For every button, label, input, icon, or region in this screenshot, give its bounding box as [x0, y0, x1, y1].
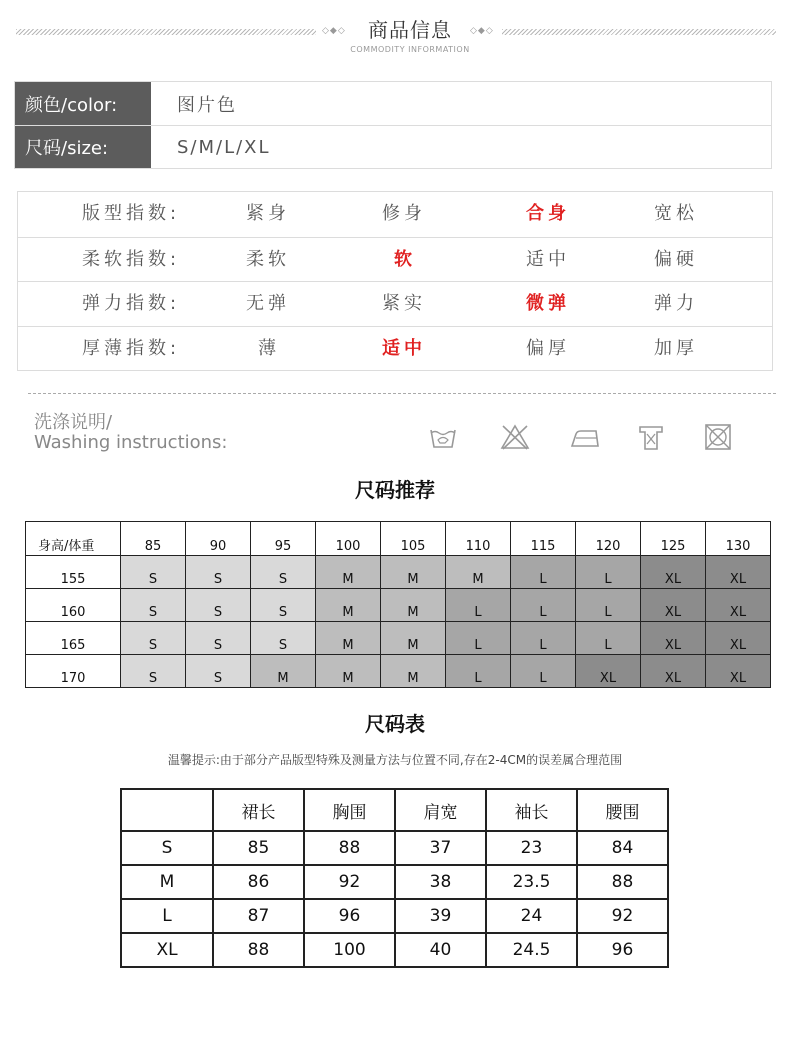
size-cell: S [186, 556, 251, 589]
attribute-label: 尺码/size: [15, 126, 151, 168]
attribute-table [14, 81, 772, 169]
size-cell: S [121, 556, 186, 589]
header-hatch-left [16, 29, 316, 35]
measurement-cell: 87 [213, 899, 304, 933]
size-label: XL [121, 933, 213, 967]
measurement-cell: 84 [577, 831, 668, 865]
size-cell: S [121, 655, 186, 688]
size-cell: S [121, 589, 186, 622]
index-label: 厚薄指数: [82, 337, 181, 359]
size-cell: L [576, 622, 641, 655]
index-option: 加厚 [654, 337, 698, 359]
size-cell: M [316, 589, 381, 622]
index-option: 适中 [526, 248, 570, 270]
table-row [26, 589, 771, 622]
index-option: 修身 [382, 203, 426, 224]
page-subtitle: COMMODITY INFORMATION [350, 45, 470, 54]
no-tumble-dry-icon [703, 422, 733, 452]
size-label: L [121, 899, 213, 933]
no-dry-clean-icon [636, 422, 666, 452]
weight-header: 130 [706, 522, 771, 556]
size-recommendation-table [25, 521, 771, 688]
size-chart-table [120, 788, 669, 968]
index-option: 宽松 [654, 203, 698, 224]
measurement-cell: 40 [395, 933, 486, 967]
size-cell: S [186, 622, 251, 655]
height-label: 170 [26, 655, 121, 688]
weight-header: 90 [186, 522, 251, 556]
size-cell: L [576, 589, 641, 622]
attribute-label: 颜色/color: [15, 82, 151, 125]
size-cell: M [316, 655, 381, 688]
measurement-cell: 88 [213, 933, 304, 967]
height-label: 160 [26, 589, 121, 622]
measurement-cell: 100 [304, 933, 395, 967]
height-label: 155 [26, 556, 121, 589]
no-bleach-icon [500, 422, 530, 452]
size-cell: M [316, 556, 381, 589]
size-cell: XL [641, 589, 706, 622]
index-option: 弹力 [654, 293, 698, 314]
measurement-cell: 92 [577, 899, 668, 933]
size-note: 温馨提示:由于部分产品版型特殊及测量方法与位置不同,存在2-4CM的误差属合理范围 [167, 753, 623, 767]
index-option: 薄 [258, 337, 280, 359]
size-cell: XL [706, 556, 771, 589]
header-hatch-right [502, 29, 776, 35]
size-cell: XL [641, 622, 706, 655]
size-cell: M [381, 655, 446, 688]
index-option: 紧身 [246, 203, 290, 224]
dashed-divider [28, 393, 776, 394]
measurement-cell: 88 [577, 865, 668, 899]
size-cell: S [251, 589, 316, 622]
weight-header: 85 [121, 522, 186, 556]
size-cell: M [381, 622, 446, 655]
index-label: 柔软指数: [82, 248, 181, 270]
index-row [18, 192, 772, 237]
weight-header: 105 [381, 522, 446, 556]
weight-header: 95 [251, 522, 316, 556]
measurement-cell: 23 [486, 831, 577, 865]
table-header-row [121, 789, 668, 831]
size-cell: XL [706, 655, 771, 688]
weight-header: 115 [511, 522, 576, 556]
index-option: 紧实 [382, 293, 426, 314]
measurement-cell: 96 [304, 899, 395, 933]
attribute-row-color [15, 82, 771, 125]
size-cell: M [381, 556, 446, 589]
column-header [121, 789, 213, 831]
attribute-row-size [15, 125, 771, 168]
table-row [121, 933, 668, 967]
column-header: 肩宽 [395, 789, 486, 831]
size-cell: XL [576, 655, 641, 688]
size-label: S [121, 831, 213, 865]
corner-label: 身高/体重 [26, 522, 121, 556]
iron-icon [570, 422, 600, 452]
ornament-left-icon: ◇◆◇ [322, 26, 346, 36]
size-cell: L [511, 589, 576, 622]
size-cell: L [511, 622, 576, 655]
size-cell: XL [641, 655, 706, 688]
measurement-cell: 86 [213, 865, 304, 899]
size-cell: S [251, 622, 316, 655]
page-title: 商品信息 [368, 18, 452, 42]
measurement-cell: 88 [304, 831, 395, 865]
table-row [121, 831, 668, 865]
index-row [18, 326, 772, 371]
size-cell: L [511, 655, 576, 688]
height-label: 165 [26, 622, 121, 655]
measurement-cell: 23.5 [486, 865, 577, 899]
size-cell: M [446, 556, 511, 589]
size-cell: S [251, 556, 316, 589]
size-recommendation-title: 尺码推荐 [340, 474, 450, 504]
size-cell: S [186, 655, 251, 688]
section-header [0, 10, 790, 60]
measurement-cell: 24 [486, 899, 577, 933]
measurement-cell: 38 [395, 865, 486, 899]
weight-header: 125 [641, 522, 706, 556]
size-cell: S [121, 622, 186, 655]
measurement-cell: 92 [304, 865, 395, 899]
washing-title-cn: 洗涤说明/ [34, 412, 113, 433]
attribute-value: S/M/L/XL [177, 136, 271, 158]
size-cell: XL [706, 622, 771, 655]
attribute-value: 图片色 [177, 94, 237, 116]
size-cell: XL [641, 556, 706, 589]
table-row [26, 556, 771, 589]
index-option: 偏厚 [526, 337, 570, 359]
size-cell: L [446, 655, 511, 688]
size-chart-title: 尺码表 [350, 708, 440, 738]
index-option: 柔软 [246, 248, 290, 270]
washing-title-en: Washing instructions: [34, 432, 228, 453]
measurement-cell: 24.5 [486, 933, 577, 967]
table-row [121, 899, 668, 933]
table-row [121, 865, 668, 899]
index-option-selected: 合身 [526, 203, 570, 224]
ornament-right-icon: ◇◆◇ [470, 26, 494, 36]
column-header: 腰围 [577, 789, 668, 831]
size-cell: L [511, 556, 576, 589]
size-cell: M [316, 622, 381, 655]
hand-wash-icon [428, 422, 458, 452]
table-header-row [26, 522, 771, 556]
measurement-cell: 39 [395, 899, 486, 933]
weight-header: 110 [446, 522, 511, 556]
index-label: 版型指数: [82, 203, 181, 224]
size-label: M [121, 865, 213, 899]
size-cell: L [576, 556, 641, 589]
index-label: 弹力指数: [82, 293, 181, 314]
index-row [18, 237, 772, 282]
index-option: 偏硬 [654, 248, 698, 270]
weight-header: 120 [576, 522, 641, 556]
size-cell: L [446, 622, 511, 655]
column-header: 胸围 [304, 789, 395, 831]
index-option-selected: 软 [394, 248, 416, 270]
measurement-cell: 96 [577, 933, 668, 967]
size-cell: XL [706, 589, 771, 622]
index-row [18, 281, 772, 326]
measurement-cell: 37 [395, 831, 486, 865]
column-header: 裙长 [213, 789, 304, 831]
size-cell: M [251, 655, 316, 688]
column-header: 袖长 [486, 789, 577, 831]
size-cell: S [186, 589, 251, 622]
size-cell: M [381, 589, 446, 622]
measurement-cell: 85 [213, 831, 304, 865]
fit-index-table [17, 191, 773, 371]
size-cell: L [446, 589, 511, 622]
index-option-selected: 适中 [382, 337, 426, 359]
table-row [26, 655, 771, 688]
weight-header: 100 [316, 522, 381, 556]
index-option-selected: 微弹 [526, 293, 570, 314]
index-option: 无弹 [246, 293, 290, 314]
table-row [26, 622, 771, 655]
